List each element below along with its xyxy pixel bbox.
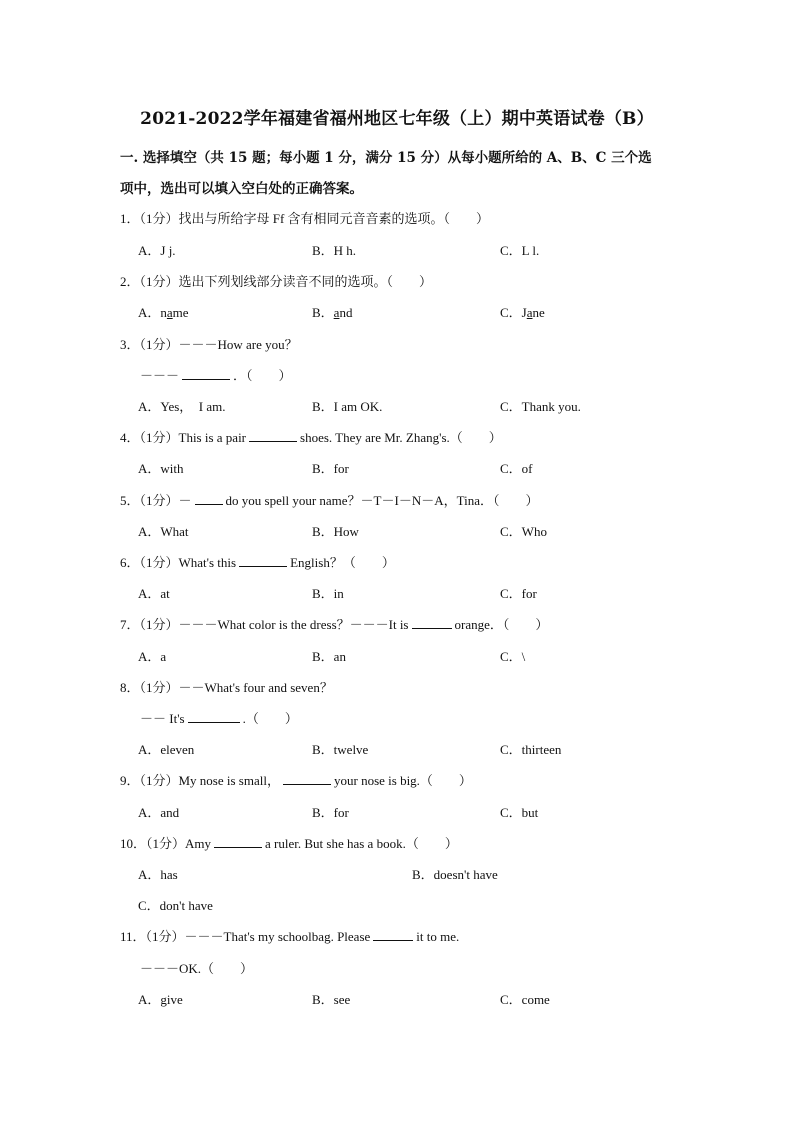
question-3-sub-line: －－－ ．（ ） — [140, 368, 292, 383]
answer-blank[interactable] — [214, 837, 262, 848]
section-heading-line-2: 项中，选出可以填入空白处的正确答案。 — [120, 181, 363, 197]
question-9-option-c[interactable]: C．but — [500, 805, 539, 820]
question-5-option-c[interactable]: C．Who — [500, 524, 547, 539]
question-7-option-c[interactable]: C．\ — [500, 649, 526, 664]
answer-blank[interactable] — [188, 712, 240, 723]
question-5-option-a[interactable]: A．What — [138, 524, 189, 539]
question-2-option-c[interactable]: C．Jane — [500, 305, 545, 320]
page-title: 2021-2022学年福建省福州地区七年级（上）期中英语试卷（B） — [140, 109, 654, 129]
question-5-stem: 5．（1分）－ do you spell your name？－T－I－N－A，Tina．（ ） — [120, 493, 539, 508]
question-2-option-b[interactable]: B．and — [312, 305, 353, 320]
question-10-option-c[interactable]: C．don't have — [138, 898, 213, 913]
question-4-option-a[interactable]: A．with — [138, 461, 184, 476]
question-10-option-b[interactable]: B．doesn't have — [412, 867, 498, 882]
answer-blank[interactable] — [373, 930, 413, 941]
question-5-option-b[interactable]: B．How — [312, 524, 359, 539]
answer-blank[interactable] — [239, 556, 287, 567]
question-9-stem: 9．（1分）My nose is small， your nose is big.（ ） — [120, 773, 472, 788]
question-3-option-c[interactable]: C．Thank you. — [500, 399, 581, 414]
question-6-option-c[interactable]: C．for — [500, 586, 537, 601]
question-4-stem: 4．（1分）This is a pair shoes. They are Mr. Zhang's.（ ） — [120, 430, 502, 445]
question-8-option-c[interactable]: C．thirteen — [500, 742, 562, 757]
question-9-option-b[interactable]: B．for — [312, 805, 349, 820]
question-9-option-a[interactable]: A．and — [138, 805, 180, 820]
question-7-option-b[interactable]: B．an — [312, 649, 346, 664]
question-8-stem: 8．（1分）－－What's four and seven？ — [120, 680, 333, 695]
answer-blank[interactable] — [283, 774, 331, 785]
question-10-option-a[interactable]: A．has — [138, 867, 178, 882]
question-6-option-b[interactable]: B．in — [312, 586, 344, 601]
question-1-option-c[interactable]: C．L l. — [500, 243, 540, 258]
question-11-option-b[interactable]: B．see — [312, 992, 351, 1007]
question-11-option-c[interactable]: C．come — [500, 992, 550, 1007]
answer-blank[interactable] — [412, 618, 452, 629]
question-3-option-b[interactable]: B．I am OK. — [312, 399, 383, 414]
question-3-stem: 3．（1分）－－－How are you？ — [120, 337, 298, 352]
question-3-option-a[interactable]: A．Yes， I am. — [138, 399, 226, 414]
question-2-option-a[interactable]: A．name — [138, 305, 189, 320]
question-6-stem: 6．（1分）What's this English？（ ） — [120, 555, 395, 570]
question-11-sub-line: －－－OK.（ ） — [140, 961, 254, 976]
question-1-option-b[interactable]: B．H h. — [312, 243, 357, 258]
answer-blank[interactable] — [195, 494, 223, 505]
question-1-option-a[interactable]: A．J j. — [138, 243, 176, 258]
section-heading-line-1: 一. 选择填空（共 15 题；每小题 1 分，满分 15 分）从每小题所给的 A、B、C 三个选 — [120, 150, 652, 166]
question-10-stem: 10．（1分）Amy a ruler. But she has a book.（ ） — [120, 836, 458, 851]
question-11-stem: 11．（1分）－－－That's my schoolbag. Please it to me. — [120, 929, 460, 944]
question-8-sub-line: －－ It's .（ ） — [140, 711, 298, 726]
answer-blank[interactable] — [182, 369, 230, 380]
question-2-stem: 2．（1分）选出下列划线部分读音不同的选项。（ ） — [120, 274, 433, 289]
question-4-option-c[interactable]: C．of — [500, 461, 533, 476]
question-8-option-a[interactable]: A．eleven — [138, 742, 195, 757]
question-7-stem: 7．（1分）－－－What color is the dress？－－－It is orange．（ ） — [120, 617, 549, 632]
answer-blank[interactable] — [249, 431, 297, 442]
question-4-option-b[interactable]: B．for — [312, 461, 349, 476]
question-6-option-a[interactable]: A．at — [138, 586, 170, 601]
question-8-option-b[interactable]: B．twelve — [312, 742, 369, 757]
question-11-option-a[interactable]: A．give — [138, 992, 183, 1007]
question-1-stem: 1．（1分）找出与所给字母 Ff 含有相同元音音素的选项。（ ） — [120, 211, 490, 226]
question-7-option-a[interactable]: A．a — [138, 649, 167, 664]
